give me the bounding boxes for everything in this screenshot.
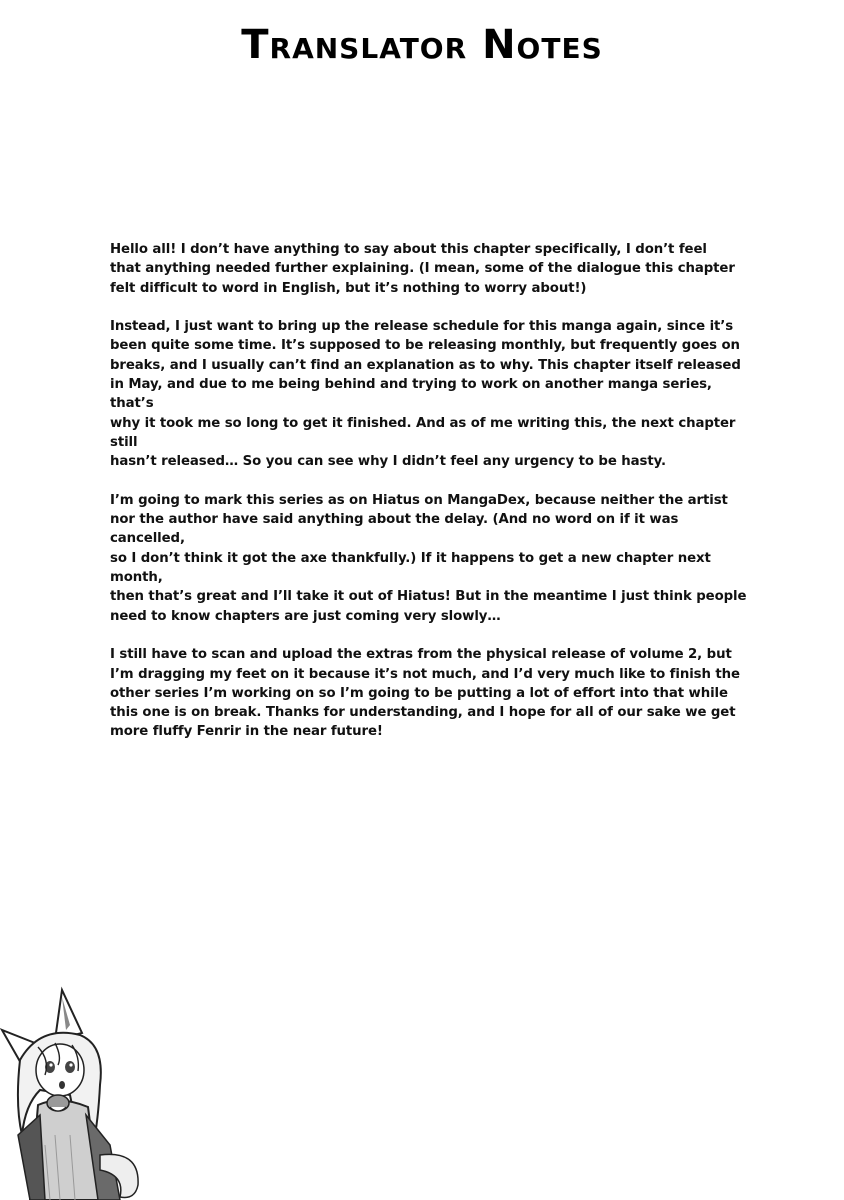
paragraph-1: Hello all! I don’t have anything to say about this chapter specifically, I don’t feel that anything needed further explaining. (I mean, some of the dialogue this chapter felt difficult to word in English, but it’s nothing to worry about!) — [110, 242, 735, 296]
notes-body — [110, 240, 750, 761]
paragraph-3: I’m going to mark this series as on Hiatus on MangaDex, because neither the artist nor the author have said anything about the delay. (And no word on if it was cancelled, so I don’t think it got the axe thankfully.) If it happens to get a new chapter next month, then that’s great and I’ll take it out of Hiatus! But in the meantime I just think people need to know chapters are just coming very slowly… — [110, 492, 747, 624]
paragraph-4: I still have to scan and upload the extras from the physical release of volume 2, but I’m dragging my feet on it because it’s not much, and I’d very much like to finish the other series I’m working on so I’m going to be putting a lot of effort into that while this one is on break. Thanks for understanding, and I hope for all of our sake we get more fluffy Fenrir in the near future! — [110, 647, 740, 740]
fox-girl-illustration — [0, 985, 145, 1200]
paragraph-2: Instead, I just want to bring up the release schedule for this manga again, since it’s been quite some time. It’s supposed to be releasing monthly, but frequently goes on breaks, and I usually can’t find an explanation as to why. This chapter itself released in May, and due to me being behind and trying to work on another manga series, that’s why it took me so long to get it finished. And as of me writing this, the next chapter still hasn’t released… So you can see why I didn’t feel any urgency to be hasty. — [110, 319, 741, 470]
page-title: Translator Notes — [241, 22, 603, 68]
